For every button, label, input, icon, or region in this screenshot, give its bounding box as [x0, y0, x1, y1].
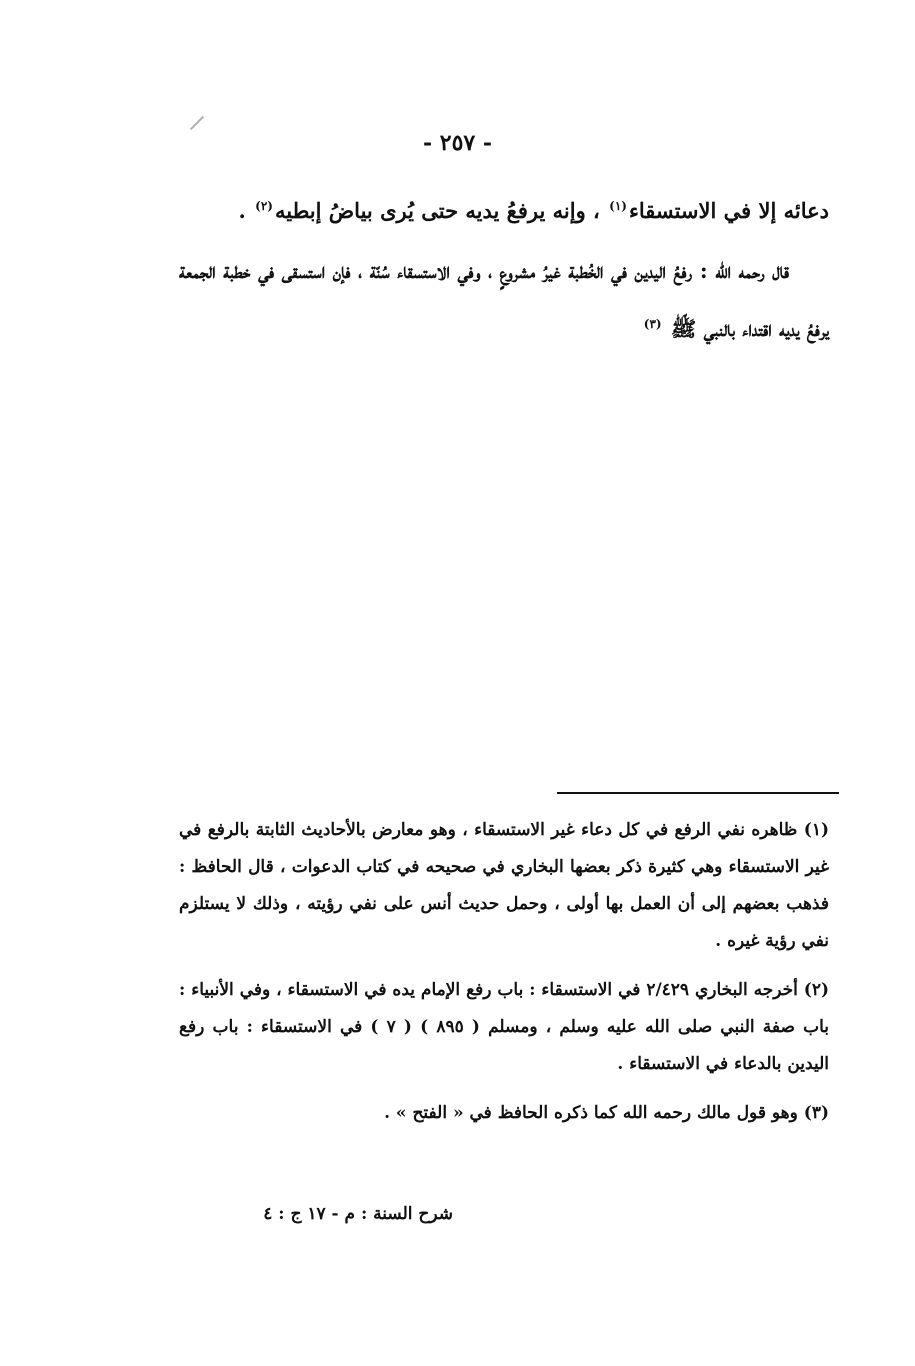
signature-mark: شرح السنة : م - ١٧ ج : ٤ [263, 1204, 453, 1224]
paragraph-1 [179, 182, 829, 240]
main-text [179, 182, 829, 358]
footnote-ref-2: (٢) [255, 199, 273, 213]
page-number: - ٢٥٧ - [422, 130, 493, 156]
footnote-ref-3: (٣) [643, 317, 662, 331]
paragraph-2-text: قال رحمه الله : رفعُ اليدين في الخُطبة غيرُ مشروعٍ ، وفي الاستسقاء سُنّة ، فإن استسقى في خطبة الجمعة يرفعُ يديه اقتداء بالنبي ﷺ [179, 258, 829, 341]
footnote-3: (٣) وهو قول مالك رحمه الله كما ذكره الحافظ في « الفتح » . [384, 1103, 829, 1123]
footnote-separator [557, 792, 839, 794]
paragraph-1-part-c: . [238, 198, 246, 223]
paragraph-1-part-a: دعائه إلا في الاستسقاء [628, 198, 829, 223]
scan-mark [190, 116, 204, 130]
footnote-2: (٢) أخرجه البخاري ٢/٤٢٩ في الاستسقاء : باب رفع الإمام يده في الاستسقاء ، وفي الأنبياء : باب صفة النبي صلى الله عليه وسلم ، ومسلم ( ٨٩٥ ) ( ٧ ) في الاستسقاء : باب رفع اليدين بالدعاء في الاستسقاء . [179, 980, 830, 1074]
footnote-ref-1: (١) [609, 199, 627, 213]
paragraph-1-part-b: ، وإنه يرفعُ يديه حتى يُرى بياضُ إبطيه [274, 198, 600, 223]
footnotes [179, 812, 829, 1144]
footnote-1: (١) ظاهره نفي الرفع في كل دعاء غير الاستسقاء ، وهو معارض بالأحاديث الثابتة بالرفع في غير الاستسقاء وهي كثيرة ذكر بعضها البخاري في صحيحه في كتاب الدعوات ، قال الحافظ : فذهب بعضهم إلى أن العمل بها أولى ، وحمل حديث أنس على نفي رؤيته ، وذلك لا يستلزم نفي رؤية غيره . [179, 820, 829, 951]
paragraph-2 [179, 242, 829, 358]
